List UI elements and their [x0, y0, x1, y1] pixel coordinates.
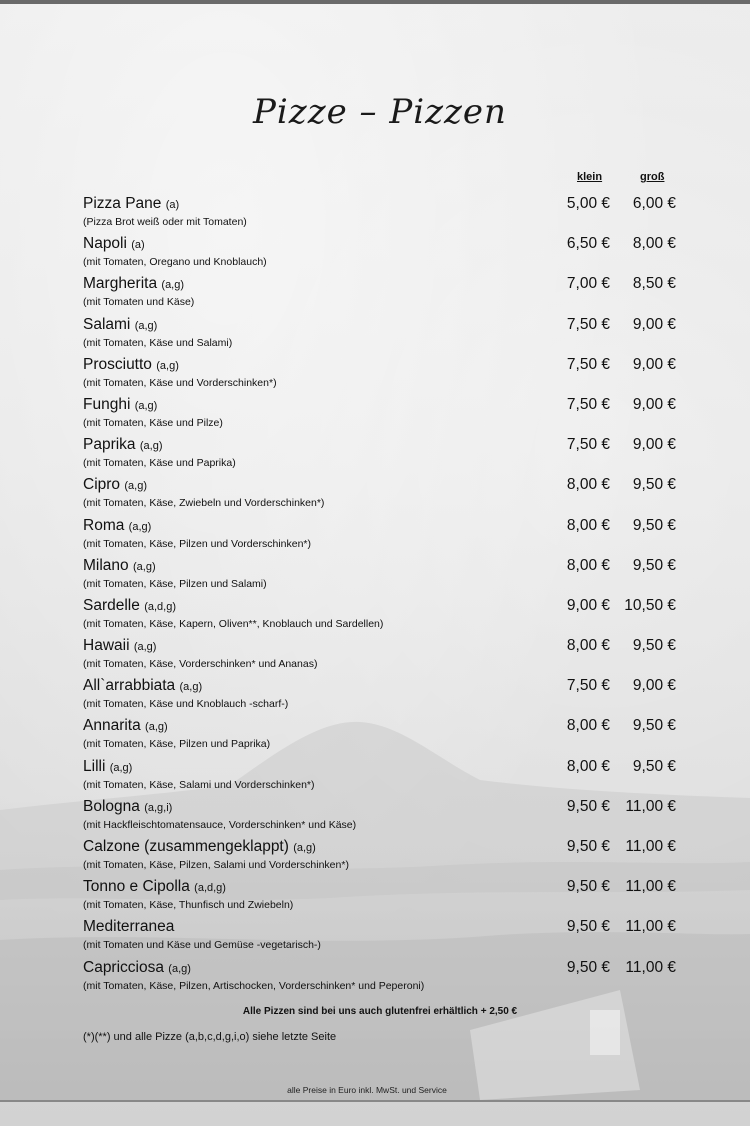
price-large: 10,50 € [624, 596, 676, 614]
menu-item [83, 355, 683, 395]
pizza-name-text: Capricciosa [83, 958, 164, 976]
price-large: 8,00 € [632, 235, 676, 253]
pizza-name [83, 676, 202, 697]
pizza-name [83, 797, 172, 818]
pizza-name-text: Pizza Pane [83, 195, 162, 212]
menu-item [83, 516, 683, 556]
price-large: 11,00 € [625, 878, 676, 896]
column-header-small: klein [577, 171, 603, 183]
pizza-description: (mit Tomaten, Käse, Pilzen und Paprika) [83, 738, 271, 751]
pizza-name [83, 475, 147, 496]
pizza-name-text: Roma [83, 516, 125, 534]
price-large: 11,00 € [625, 838, 676, 855]
pizza-name [83, 315, 157, 336]
pizza-name [83, 716, 168, 737]
price-large: 9,00 € [632, 355, 676, 373]
menu-item [83, 757, 683, 797]
allergen-codes: (a,g) [179, 681, 203, 694]
pizza-name [83, 234, 145, 255]
pizza-description: (mit Tomaten, Käse und Salami) [83, 336, 233, 349]
pizza-description: (mit Tomaten und Käse und Gemüse -vegetarisch-) [83, 939, 321, 952]
pizza-name-text: Hawaii [83, 637, 130, 655]
price-small: 8,00 € [566, 556, 610, 574]
allergen-codes: (a,g) [128, 520, 152, 533]
pizza-name-text: Sardelle [83, 596, 140, 614]
pizza-name [83, 877, 226, 898]
pizza-name [83, 274, 184, 295]
price-large: 9,00 € [632, 395, 676, 413]
allergen-codes: (a,d,g) [144, 600, 176, 613]
price-small: 8,00 € [566, 516, 610, 534]
price-small: 9,00 € [566, 596, 610, 614]
allergen-codes: (a,g) [134, 319, 158, 332]
pizza-description: (mit Tomaten, Käse, Vorderschinken* und Ananas) [83, 658, 318, 671]
price-large: 9,50 € [632, 637, 676, 655]
menu-item [83, 556, 683, 596]
pizza-description: (mit Tomaten, Käse und Vorderschinken*) [83, 376, 277, 389]
price-small: 6,50 € [566, 235, 610, 253]
pizza-name-text: All`arrabbiata [83, 677, 176, 695]
pizza-name-text: Calzone (zusammengeklappt) [83, 838, 289, 855]
pizza-description: (mit Tomaten, Käse und Paprika) [83, 457, 236, 470]
pizza-name-text: Prosciutto [83, 355, 152, 373]
pizza-description: (mit Tomaten, Käse, Pilzen, Artischocken, Vorderschinken* und Peperoni) [83, 979, 425, 992]
menu-item [83, 636, 683, 676]
pizza-description: (mit Tomaten, Käse, Pilzen und Vorderschinken*) [83, 537, 312, 550]
price-large: 9,50 € [632, 556, 676, 574]
allergen-codes: (a,g) [168, 962, 191, 975]
pizza-description: (mit Tomaten, Käse und Pilze) [83, 416, 223, 429]
pizza-name [83, 636, 156, 657]
pizza-name-text: Lilli [83, 757, 106, 775]
pizza-name [83, 355, 179, 376]
allergen-codes: (a,g) [145, 721, 168, 734]
top-border [0, 0, 750, 4]
pizza-name-text: Mediterranea [83, 918, 175, 936]
pizza-name-text: Paprika [83, 436, 136, 454]
price-large: 9,00 € [632, 436, 676, 454]
menu-item [83, 395, 683, 435]
price-large: 11,00 € [625, 918, 676, 936]
price-small: 8,00 € [566, 717, 610, 735]
pizza-description: (mit Tomaten, Käse, Thunfisch und Zwiebeln) [83, 899, 294, 912]
pizza-name-text: Tonno e Cipolla [83, 878, 190, 896]
pizza-description: (Pizza Brot weiß oder mit Tomaten) [83, 216, 247, 228]
pizza-description: (mit Tomaten, Käse, Kapern, Oliven**, Knoblauch und Sardellen) [83, 617, 384, 630]
allergen-codes: (a,g) [156, 359, 179, 372]
pizza-description: (mit Tomaten, Käse und Knoblauch -scharf-) [83, 698, 289, 711]
footer-note: alle Preise in Euro inkl. MwSt. und Service [287, 1085, 447, 1095]
allergen-codes: (a,g) [293, 842, 316, 854]
menu-item [83, 475, 683, 515]
menu-item [83, 676, 683, 716]
menu-item [83, 917, 683, 957]
allergen-codes: (a,g,i) [144, 801, 173, 814]
price-small: 5,00 € [566, 195, 610, 212]
pizza-name-text: Funghi [83, 395, 131, 413]
column-header-large: groß [640, 171, 665, 183]
pizza-name-text: Margherita [83, 275, 158, 293]
pizza-name [83, 837, 316, 858]
menu-item [83, 797, 683, 837]
allergen-codes: (a,g) [132, 560, 156, 573]
pizza-name [83, 596, 176, 617]
allergen-note: (*)(**) und alle Pizze (a,b,c,d,g,i,o) siehe letzte Seite [83, 1031, 337, 1043]
menu-item [83, 234, 683, 274]
price-large: 9,50 € [632, 476, 676, 494]
pizza-name [83, 516, 151, 537]
menu-item [83, 194, 683, 234]
pizza-name-text: Milano [83, 556, 129, 574]
menu-item [83, 877, 683, 917]
price-large: 11,00 € [625, 797, 676, 815]
pizza-description: (mit Tomaten, Käse, Salami und Vorderschinken*) [83, 778, 315, 791]
pizza-description: (mit Tomaten, Käse, Zwiebeln und Vorderschinken*) [83, 497, 325, 510]
price-small: 9,50 € [566, 918, 610, 936]
pizza-description: (mit Tomaten, Oregano und Knoblauch) [83, 256, 267, 269]
price-small: 9,50 € [566, 878, 610, 896]
allergen-codes: (a,g) [139, 440, 163, 453]
pizza-name-text: Cipro [83, 476, 121, 494]
menu-item [83, 716, 683, 756]
pizza-name [83, 917, 174, 938]
price-small: 7,50 € [566, 315, 610, 333]
pizza-description: (mit Tomaten, Käse, Pilzen und Salami) [83, 577, 267, 590]
pizza-name-text: Annarita [83, 717, 141, 735]
price-large: 8,50 € [632, 275, 676, 293]
menu-item [83, 315, 683, 355]
price-small: 8,00 € [566, 476, 610, 494]
menu-item [83, 837, 683, 877]
pizza-description: (mit Tomaten und Käse) [83, 296, 195, 309]
menu-item [83, 274, 683, 314]
pizza-name-text: Salami [83, 315, 131, 333]
allergen-codes: (a,g) [161, 279, 185, 292]
allergen-codes: (a) [131, 239, 145, 252]
allergen-codes: (a,d,g) [194, 882, 226, 895]
price-small: 7,50 € [566, 355, 610, 373]
pizza-name [83, 194, 179, 215]
menu-item [83, 435, 683, 475]
allergen-codes: (a,g) [134, 399, 158, 412]
pizza-list [83, 194, 683, 998]
price-small: 7,50 € [566, 395, 610, 413]
price-small: 7,50 € [566, 436, 610, 454]
allergen-codes: (a,g) [109, 761, 133, 774]
price-small: 8,00 € [566, 637, 610, 655]
menu-item [83, 596, 683, 636]
price-small: 9,50 € [566, 958, 610, 976]
pizza-name-text: Bologna [83, 797, 140, 815]
menu-item [83, 958, 683, 998]
pizza-name [83, 958, 191, 979]
allergen-codes: (a,g) [124, 480, 147, 493]
allergen-codes: (a,g) [133, 641, 157, 654]
pizza-description: (mit Tomaten, Käse, Pilzen, Salami und Vorderschinken*) [83, 859, 349, 871]
pizza-description: (mit Hackfleischtomatensauce, Vorderschinken* und Käse) [83, 818, 357, 831]
price-small: 9,50 € [566, 838, 610, 855]
price-small: 7,00 € [566, 275, 610, 293]
page-title: Pizze – Pizzen [253, 92, 507, 132]
price-small: 9,50 € [566, 797, 610, 815]
pizza-name [83, 435, 163, 456]
price-large: 9,50 € [632, 717, 676, 735]
price-large: 6,00 € [632, 195, 676, 212]
pizza-name [83, 556, 156, 577]
bottom-border [0, 1100, 750, 1102]
allergen-codes: (a) [165, 199, 180, 211]
pizza-name [83, 757, 132, 778]
price-small: 8,00 € [566, 757, 610, 775]
price-large: 9,00 € [632, 677, 676, 695]
price-small: 7,50 € [566, 677, 610, 695]
pizza-name-text: Napoli [83, 235, 127, 253]
price-large: 11,00 € [625, 958, 676, 976]
gluten-free-note: Alle Pizzen sind bei uns auch glutenfrei erhältlich + 2,50 € [242, 1006, 518, 1017]
price-large: 9,50 € [632, 757, 676, 775]
price-large: 9,50 € [632, 516, 676, 534]
price-large: 9,00 € [632, 315, 676, 333]
pizza-name [83, 395, 157, 416]
